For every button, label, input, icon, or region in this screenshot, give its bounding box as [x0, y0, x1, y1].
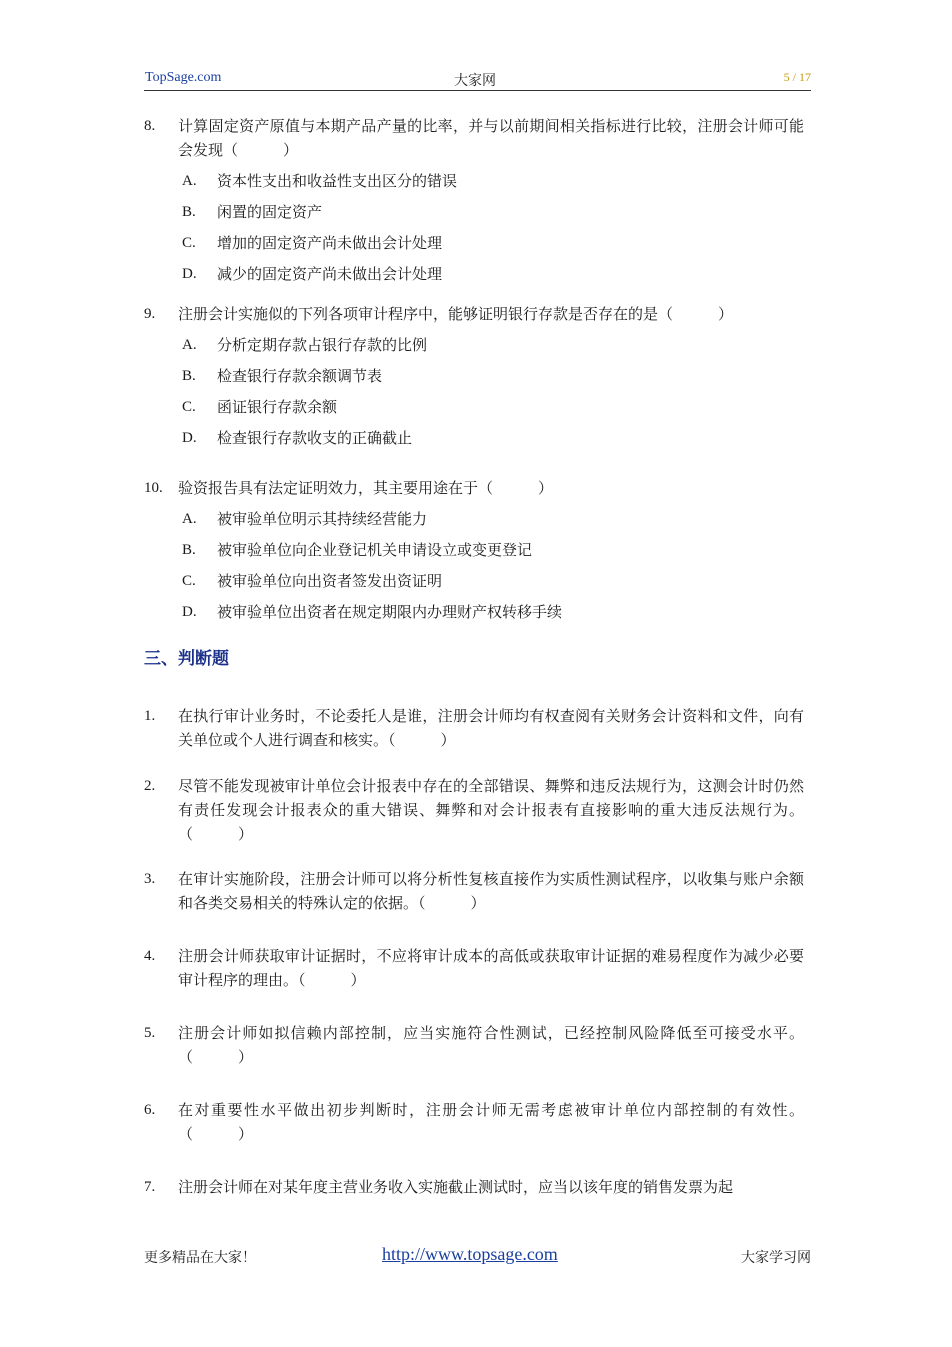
option-label: C. — [182, 235, 196, 251]
header-center-title: 大家网 — [454, 73, 496, 89]
option-label: B. — [182, 368, 196, 384]
option-text: 检查银行存款收支的正确截止 — [217, 429, 413, 447]
question-text: 计算固定资产原值与本期产品产量的比率，并与以前期间相关指标进行比较，注册会计师可能会发现（ ） — [178, 117, 804, 159]
option-d — [144, 262, 804, 293]
question-number: 3. — [144, 871, 156, 887]
option-label: D. — [182, 430, 197, 446]
option-label: D. — [182, 266, 197, 282]
question-number: 6. — [144, 1102, 156, 1118]
option-text: 分析定期存款占银行存款的比例 — [217, 336, 428, 354]
option-a — [144, 169, 804, 200]
option-text: 被审验单位出资者在规定期限内办理财产权转移手续 — [217, 603, 563, 621]
judge-question-4 — [144, 944, 804, 1021]
options-list — [144, 169, 804, 293]
option-c — [144, 231, 804, 262]
judge-question-3 — [144, 867, 804, 944]
option-text: 增加的固定资产尚未做出会计处理 — [217, 234, 443, 252]
page-header — [144, 70, 811, 91]
question-text: 在审计实施阶段，注册会计师可以将分析性复核直接作为实质性测试程序，以收集与账户余额和各类交易相关的特殊认定的依据。（ ） — [178, 870, 804, 912]
judge-question-7 — [144, 1175, 804, 1201]
question-text: 尽管不能发现被审计单位会计报表中存在的全部错误、舞弊和违反法规行为，这测会计时仍然有责任发现会计报表众的重大错误、舞弊和对会计报表有直接影响的重大违反法规行为。（ ） — [178, 777, 804, 843]
option-text: 检查银行存款余额调节表 — [217, 367, 383, 385]
option-text: 闲置的固定资产 — [217, 203, 323, 221]
option-label: A. — [182, 511, 197, 527]
option-label: C. — [182, 573, 196, 589]
option-label: A. — [182, 173, 197, 189]
judge-question-2 — [144, 774, 804, 867]
section-title: 三、判断题 — [144, 649, 229, 669]
judge-question-1 — [144, 704, 804, 774]
question-text: 在对重要性水平做出初步判断时，注册会计师无需考虑被审计单位内部控制的有效性。（ ） — [178, 1101, 804, 1143]
option-c — [144, 395, 804, 426]
footer-slogan: 更多精品在大家！ — [144, 1250, 256, 1266]
question-text: 注册会计实施似的下列各项审计程序中，能够证明银行存款是否存在的是（ ） — [178, 305, 734, 323]
footer-link[interactable]: http://www.topsage.com — [382, 1244, 558, 1264]
option-text: 被审验单位向企业登记机关申请设立或变更登记 — [217, 541, 533, 559]
option-label: B. — [182, 204, 196, 220]
option-d — [144, 426, 804, 457]
page-content — [144, 114, 804, 1201]
question-text: 注册会计师如拟信赖内部控制，应当实施符合性测试，已经控制风险降低至可接受水平。（ ） — [178, 1024, 804, 1066]
question-text: 在执行审计业务时，不论委托人是谁，注册会计师均有权查阅有关财务会计资料和文件，向有关单位或个人进行调查和核实。（ ） — [178, 707, 804, 749]
option-b — [144, 200, 804, 231]
question-text: 注册会计师在对某年度主营业务收入实施截止测试时，应当以该年度的销售发票为起 — [178, 1178, 734, 1196]
question-number: 9. — [144, 306, 156, 322]
question-number: 4. — [144, 948, 156, 964]
question-number: 8. — [144, 118, 156, 134]
question-number: 5. — [144, 1025, 156, 1041]
option-label: B. — [182, 542, 196, 558]
option-a — [144, 333, 804, 364]
option-text: 被审验单位明示其持续经营能力 — [217, 510, 428, 528]
options-list — [144, 507, 804, 631]
option-label: A. — [182, 337, 197, 353]
footer-site-name: 大家学习网 — [741, 1250, 811, 1266]
option-label: C. — [182, 399, 196, 415]
judgement-questions — [144, 704, 804, 1201]
option-text: 函证银行存款余额 — [217, 398, 338, 416]
mc-question-10 — [144, 476, 804, 636]
option-a — [144, 507, 804, 538]
options-list — [144, 333, 804, 457]
mc-question-9 — [144, 302, 804, 476]
question-number: 7. — [144, 1179, 156, 1195]
question-text: 注册会计师获取审计证据时，不应将审计成本的高低或获取审计证据的难易程度作为减少必要审计程序的理由。（ ） — [178, 947, 804, 989]
judge-question-5 — [144, 1021, 804, 1098]
option-b — [144, 364, 804, 395]
question-number: 2. — [144, 778, 156, 794]
mc-question-8 — [144, 114, 804, 302]
page-number: 5 / 17 — [783, 70, 811, 84]
option-text: 被审验单位向出资者签发出资证明 — [217, 572, 443, 590]
page-footer — [144, 1244, 811, 1269]
option-d — [144, 600, 804, 631]
site-name: TopSage.com — [145, 70, 222, 85]
option-text: 资本性支出和收益性支出区分的错误 — [217, 172, 458, 190]
judge-question-6 — [144, 1098, 804, 1175]
question-number: 10. — [144, 480, 163, 496]
option-c — [144, 569, 804, 600]
option-label: D. — [182, 604, 197, 620]
option-text: 减少的固定资产尚未做出会计处理 — [217, 265, 443, 283]
option-b — [144, 538, 804, 569]
question-number: 1. — [144, 708, 156, 724]
question-text: 验资报告具有法定证明效力，其主要用途在于（ ） — [178, 479, 554, 497]
